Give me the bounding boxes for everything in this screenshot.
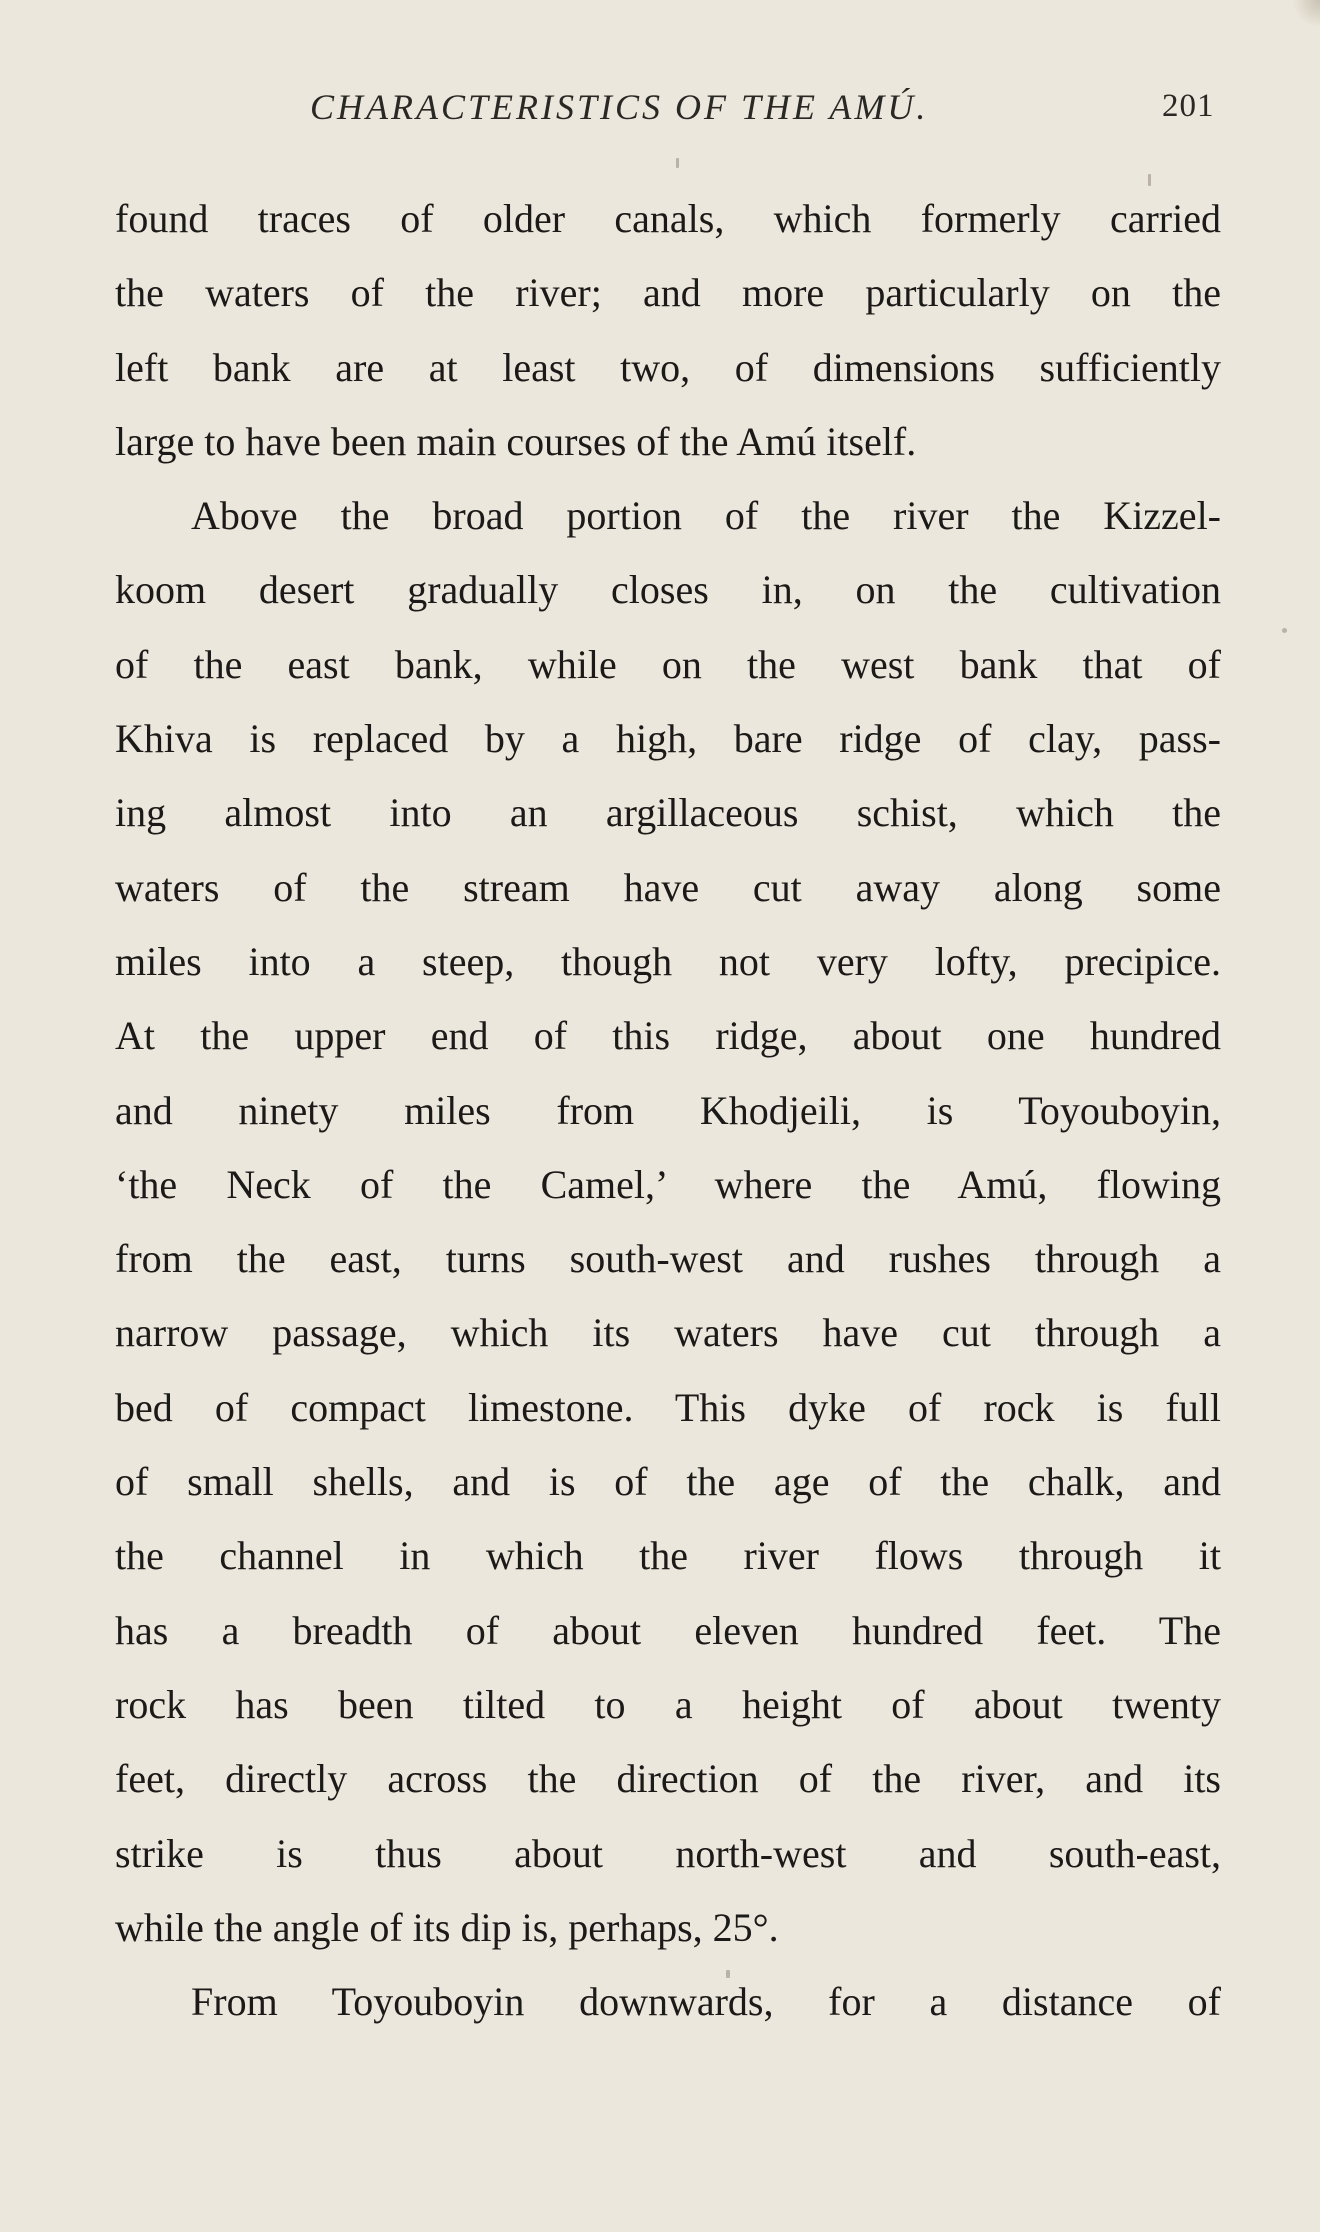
text-line: strike is thus about north-west and south-east, xyxy=(115,1830,1221,1876)
text-line: Above the broad portion of the river the Kizzel- xyxy=(191,493,1221,539)
text-line: ing almost into an argillaceous schist, which the xyxy=(115,790,1221,836)
paper-speck xyxy=(726,1970,730,1978)
text-line: the channel in which the river flows through it xyxy=(115,1533,1221,1579)
page-number: 201 xyxy=(1162,88,1215,124)
running-header xyxy=(0,86,1320,136)
text-line: At the upper end of this ridge, about one hundred xyxy=(115,1013,1221,1059)
text-line: rock has been tilted to a height of about twenty xyxy=(115,1681,1221,1727)
text-line: feet, directly across the direction of the river, and its xyxy=(115,1756,1221,1802)
paper-speck xyxy=(1282,628,1287,633)
text-line: miles into a steep, though not very lofty, precipice. xyxy=(115,938,1221,984)
text-line: Khiva is replaced by a high, bare ridge of clay, pass- xyxy=(115,716,1221,762)
text-line: of the east bank, while on the west bank that of xyxy=(115,641,1221,687)
text-line: found traces of older canals, which formerly carried xyxy=(115,196,1221,241)
text-line: from the east, turns south-west and rushes through a xyxy=(115,1236,1221,1282)
text-line: has a breadth of about eleven hundred feet. The xyxy=(115,1607,1221,1653)
text-line: koom desert gradually closes in, on the cultivation xyxy=(115,567,1221,613)
text-line: From Toyouboyin downwards, for a distance of xyxy=(191,1979,1221,2025)
body-text xyxy=(115,182,1221,2039)
text-line: the waters of the river; and more particularly on the xyxy=(115,270,1221,316)
text-line: bed of compact limestone. This dyke of rock is full xyxy=(115,1384,1221,1430)
text-line: large to have been main courses of the Amú itself. xyxy=(115,418,917,464)
text-line: while the angle of its dip is, perhaps, 25°. xyxy=(115,1904,779,1950)
page-corner-shadow xyxy=(1292,0,1320,28)
paper-speck xyxy=(676,158,679,168)
text-line: left bank are at least two, of dimensions sufficiently xyxy=(115,344,1221,390)
text-line: narrow passage, which its waters have cut through a xyxy=(115,1310,1221,1356)
text-line: of small shells, and is of the age of the chalk, and xyxy=(115,1459,1221,1505)
paper-speck xyxy=(1148,174,1151,186)
text-line: waters of the stream have cut away along some xyxy=(115,864,1221,910)
running-title: CHARACTERISTICS OF THE AMÚ. xyxy=(310,87,929,127)
text-line: and ninety miles from Khodjeili, is Toyouboyin, xyxy=(115,1087,1221,1133)
text-line: ‘the Neck of the Camel,’ where the Amú, flowing xyxy=(115,1161,1221,1207)
